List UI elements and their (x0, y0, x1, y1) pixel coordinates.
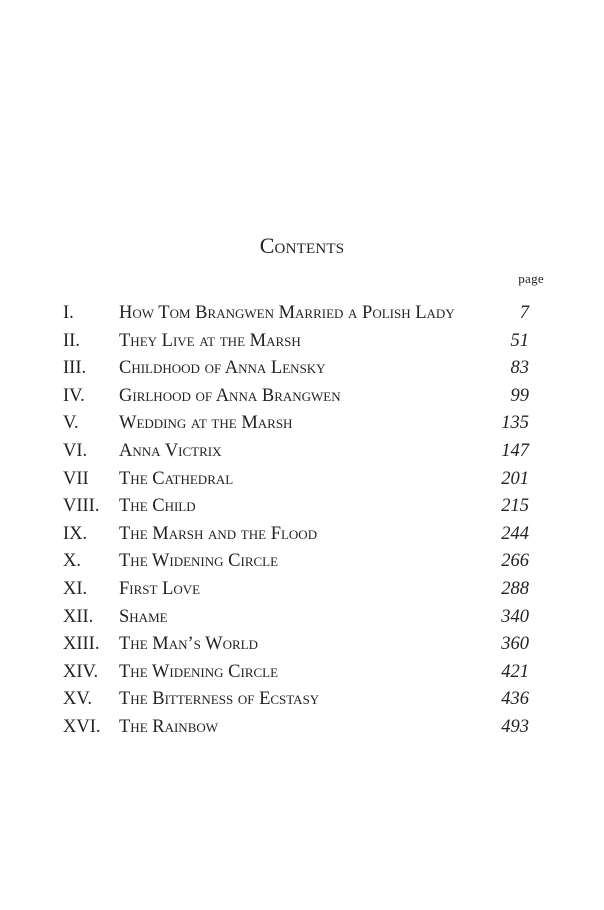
chapter-page-number: 147 (501, 440, 529, 461)
table-of-contents (63, 300, 533, 742)
toc-entry (63, 466, 533, 494)
chapter-page-number: 244 (501, 523, 529, 544)
toc-entry (63, 410, 533, 438)
chapter-page-number: 360 (501, 634, 529, 655)
chapter-title: The Man’s World (119, 634, 259, 655)
chapter-number: V. (63, 413, 79, 434)
toc-entry (63, 604, 533, 632)
toc-entry (63, 631, 533, 659)
chapter-title: The Widening Circle (119, 551, 279, 572)
chapter-page-number: 7 (519, 303, 529, 323)
chapter-number: XIV. (63, 661, 99, 682)
chapter-page-number: 340 (501, 606, 529, 627)
chapter-page-number: 421 (501, 661, 529, 682)
chapter-page-number: 493 (501, 716, 529, 737)
chapter-page-number: 266 (501, 551, 529, 572)
chapter-page-number: 99 (510, 385, 529, 406)
chapter-title: The Widening Circle (119, 661, 279, 682)
chapter-number: VII (63, 468, 89, 489)
chapter-page-number: 83 (510, 358, 529, 379)
toc-entry (63, 383, 533, 411)
chapter-page-number: 215 (501, 496, 529, 517)
chapter-number: VIII. (63, 496, 100, 517)
chapter-number: IV. (63, 385, 85, 406)
chapter-number: I. (63, 303, 74, 323)
chapter-page-number: 201 (501, 468, 529, 489)
chapter-title: Wedding at the Marsh (119, 413, 293, 434)
chapter-page-number: 135 (501, 413, 529, 434)
chapter-number: X. (63, 551, 81, 572)
chapter-title: How Tom Brangwen Married a Polish Lady (119, 303, 455, 323)
chapter-title: The Rainbow (119, 716, 219, 737)
chapter-number: XV. (63, 689, 92, 710)
chapter-page-number: 288 (501, 578, 529, 599)
chapter-title: Childhood of Anna Lensky (119, 358, 326, 379)
toc-entry (63, 714, 533, 742)
page-title: Contents (259, 233, 345, 258)
chapter-page-number: 436 (501, 689, 529, 710)
chapter-title: Anna Victrix (119, 440, 222, 461)
toc-entry (63, 493, 533, 521)
chapter-number: VI. (63, 440, 88, 461)
chapter-number: XII. (63, 606, 94, 627)
chapter-number: XVI. (63, 716, 101, 737)
chapter-title: They Live at the Marsh (119, 330, 301, 351)
toc-entry (63, 548, 533, 576)
chapter-number: XIII. (63, 634, 100, 655)
toc-entry (63, 438, 533, 466)
page-column-label: page (518, 271, 544, 286)
chapter-number: III. (63, 358, 87, 379)
chapter-number: XI. (63, 578, 88, 599)
toc-entry (63, 686, 533, 714)
chapter-number: II. (63, 330, 80, 351)
chapter-page-number: 51 (510, 330, 529, 351)
chapter-title: The Bitterness of Ecstasy (119, 689, 320, 710)
chapter-title: The Marsh and the Flood (119, 523, 318, 544)
chapter-title: Shame (119, 606, 168, 627)
toc-entry (63, 355, 533, 383)
chapter-title: The Child (119, 496, 196, 517)
chapter-title: First Love (119, 578, 201, 599)
toc-entry (63, 521, 533, 549)
toc-entry (63, 576, 533, 604)
toc-entry (63, 659, 533, 687)
toc-entry (63, 300, 533, 328)
chapter-title: Girlhood of Anna Brangwen (119, 385, 341, 406)
chapter-title: The Cathedral (119, 468, 234, 489)
chapter-number: IX. (63, 523, 88, 544)
toc-entry (63, 328, 533, 356)
